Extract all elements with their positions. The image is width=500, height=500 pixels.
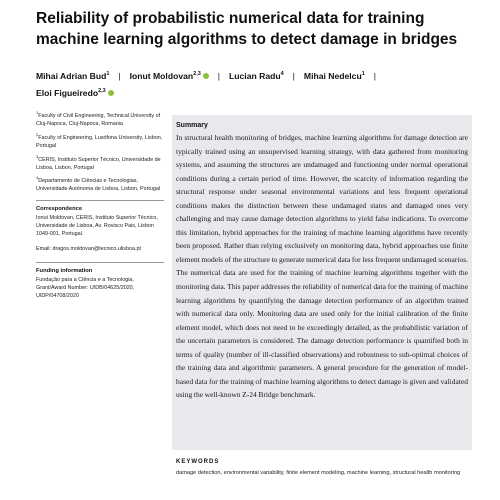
funding-text: Fundação para a Ciência e a Tecnologia, Grant/Award Number: UIDB/04625/2020, UIDP/04708/2020 [36, 276, 135, 299]
author-separator: | [118, 71, 121, 81]
author-affiliation-ref: 1 [106, 71, 110, 78]
divider [36, 200, 164, 201]
affiliation-number: 3 [36, 153, 39, 159]
keywords-text: damage detection, environmental variability, finite element modeling, machine learning, structural health monitoring [176, 470, 461, 476]
correspondence-heading: Correspondence [36, 206, 83, 213]
summary-heading: Summary [176, 122, 208, 129]
affiliation-text: CERIS, Instituto Superior Técnico, Universidade de Lisboa, Lisbon, Portugal [36, 156, 161, 171]
author [130, 71, 209, 81]
author-name: Eloi Figueiredo [36, 88, 99, 98]
author-list [36, 68, 476, 102]
paper-title: Reliability of probabilistic numerical data for training machine learning algorithms to detect damage in bridges [36, 10, 458, 48]
affiliation-number: 4 [36, 175, 39, 181]
author [304, 71, 365, 81]
summary-text: In structural health monitoring of bridges, machine learning algorithms for damage detection are typically trained using an unsupervised learning strategy, with data gathered from monitoring systems, and assuming the structures are undamaged and functioning under normal operational conditions during a certain period of time. However, the scarcity of information regarding the structural response under seasonal environmental variations and less frequent operational conditions makes the distinction between these undamaged states and damaged ones very challenging and may cause damage detection algorithms to yield false indications. To overcome this limitation, hybrid approaches for the training of machine learning algorithms have recently been proposed. Rather than relying exclusively on monitoring data, hybrid approaches use finite element models of the structure to generate numerical data for less frequent undamaged scenarios. The numerical data are used for the training of machine learning algorithms together with the monitoring data. This paper addresses the reliability of numerical data for the training of machine learning algorithms by quantifying the damage detection performance of an algorithm trained with numerical data only. Monitoring data are used only for the initial calibration of the finite element model, which does not need to be exceedingly detailed, as the probabilistic variation of the uncertain parameters is considered. The damage detection performance is quantified both in terms of quality (number of ill-classified observations) and robustness to sub-optimal choices of the training data and algorithmic parameters. A general procedure for the generation of model-based data for the training of machine learning algorithms to detect damage is given and validated using the well-known Z-24 Bridge benchmark. [176, 133, 468, 400]
author-affiliation-ref: 4 [280, 71, 284, 78]
orcid-icon[interactable] [108, 90, 114, 96]
author-separator: | [373, 71, 376, 81]
affiliation-text: Faculty of Civil Engineering, Technical University of Cluj-Napoca, Cluj-Napoca, Romania [36, 113, 161, 127]
author-affiliation-ref: 1 [361, 71, 365, 78]
author-affiliation-ref: 2,3 [98, 88, 106, 95]
author-name: Ionut Moldovan [129, 71, 194, 81]
affiliation [36, 132, 164, 151]
author [229, 71, 284, 81]
front-matter-sidebar [36, 110, 164, 300]
orcid-icon[interactable] [203, 73, 209, 79]
affiliation-text: Faculty of Engineering, Lusófona University, Lisbon, Portugal [36, 134, 163, 149]
affiliation-text: Departamento de Ciências e Tecnologias, Universidade Autónoma de Lisboa, Lisbon, Portugal [36, 178, 161, 193]
funding-heading: Funding information [36, 267, 93, 274]
author-separator: | [292, 71, 295, 81]
author-name: Mihai Adrian Bud [36, 71, 107, 81]
author [36, 71, 109, 81]
affiliation [36, 110, 164, 129]
author-name: Mihai Nedelcu [303, 71, 362, 81]
affiliation [36, 175, 164, 194]
affiliation [36, 153, 164, 173]
keywords-heading: KEYWORDS [176, 459, 220, 465]
divider [36, 262, 164, 263]
author-affiliation-ref: 2,3 [193, 71, 201, 78]
correspondence-text: Ionut Moldovan, CERIS, Instituto Superior Técnico, Universidade de Lisboa, Av. Rovisco Pais, Lisbon 1049-001, Portugal. [36, 215, 158, 237]
affiliation-number: 1 [36, 110, 39, 116]
author-name: Lucian Radu [229, 71, 281, 81]
correspondence-email[interactable]: Email: dragos.moldovan@tecnico.ulisboa.pt [36, 245, 141, 252]
author-separator: | [217, 71, 221, 81]
author [36, 88, 114, 98]
affiliation-number: 2 [36, 132, 39, 138]
